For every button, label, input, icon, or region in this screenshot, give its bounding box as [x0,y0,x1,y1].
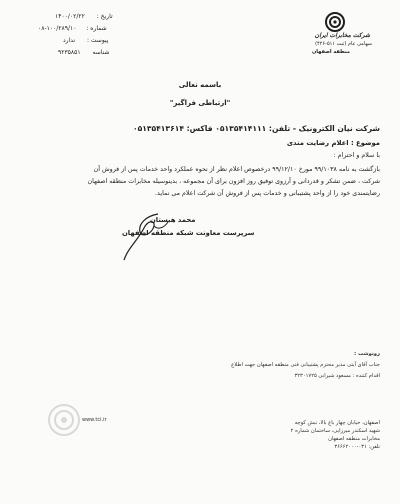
subject-label: موضوع : [350,139,380,147]
website-link[interactable]: www.tci.ir [82,417,107,423]
salutation: با سلام و احترام : [333,152,380,159]
body-line-2: شرکت ، ضمن تشکر و قدردانی و آرزوی توفیق روز افزون برای آن مجموعه ، بدینوسیله مخابرات منطقه اصفهان [87,178,380,185]
subject-line [287,139,380,147]
signer-name: محمد هبستان [150,216,196,224]
attachment-value: ندارد [63,37,76,44]
cc-line-2: اقدام کننده : مسعود شیرانی ۳۲۳۰۱۷۲۵ [294,373,380,379]
attachment-row [63,37,108,44]
region-name: منطقه اصفهان [312,49,350,55]
date-row [55,13,113,20]
body-line-1: بازگشت به نامه ۹۹/۱۰۳۸ مورخ ۹۹/۱۲/۱۰ درخصوص اعلام نظر از نحوه عملکرد واحد خدمات پس از فروش آن [93,166,380,173]
slogan: "ارتباطی فراگیر" [169,99,231,107]
signer-title: سرپرست معاونت شبکه منطقه اصفهان [122,229,255,237]
address-line-3: مخابرات منطقه اصفهان [328,436,380,442]
attachment-label: پیوست : [86,37,109,44]
basmala: باسمه تعالی [178,81,222,89]
address-line-2: شهید اسکندر میرزایی، ساختمان شماره ۲ [290,428,380,434]
cc-label: رونوشت : [354,351,380,357]
id-label: شناسه [92,49,110,56]
id-row [58,49,109,56]
address-line-4: تلفن: ۰۳۱-۳۶۶۶۲۰۰۰ [334,444,380,450]
footer-watermark-icon [42,398,86,442]
recipient-line: شرکت نیان الکترونیک - تلفن: ۰۵۱۳۵۴۱۴۱۱۱ فاکس: ۰۵۱۳۵۴۱۳۶۱۴ [132,124,380,133]
company-registration: سهامی عام (ثبت ۵۱۱-۴۲۶) [315,41,372,47]
company-name: شرکت مخابرات ایران [314,32,370,39]
body-line-3: رضایتمندی خود را از واحد پشتیبانی و خدمات پس از فروش آن شرکت اعلام می نماید. [155,190,380,197]
number-row [38,25,107,32]
number-label: شماره : [86,25,107,32]
number-value: ۱۰۰/۲۸۹/۱۰-۰۸ [38,25,77,32]
id-value: ۹۲۳۵۸۵۱ [58,49,81,56]
date-value: ۱۴۰۰/۰۲/۲۲ [55,13,85,20]
cc-line-1: جناب آقای آیتی مدیر محترم پشتیبانی فنی منطقه اصفهان جهت اطلاع [231,362,380,368]
subject-value: اعلام رضایت مندی [286,139,349,147]
date-label: تاریخ : [96,13,113,20]
address-line-1: اصفهان، خیابان چهار باغ بالا، نبش کوچه [294,420,380,426]
